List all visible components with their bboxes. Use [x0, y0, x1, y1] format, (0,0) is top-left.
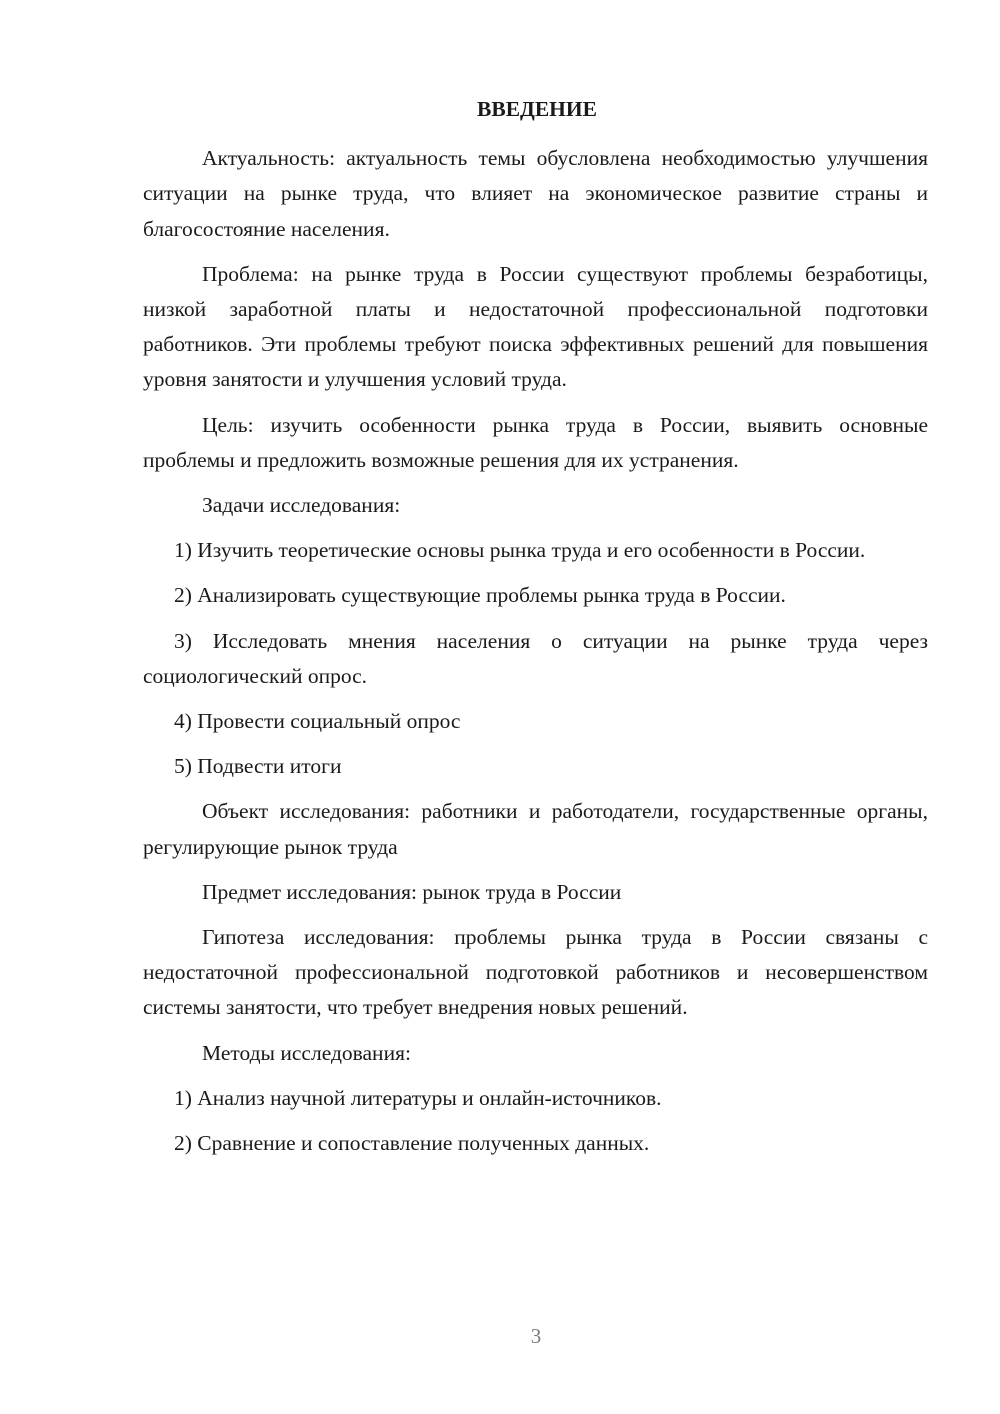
task-item: 2) Анализировать существующие проблемы рынка труда в России. [174, 583, 786, 608]
object-paragraph: Объект исследования: работники и работодатели, государственные органы, регулирующие рынок труда [143, 799, 928, 859]
subject-paragraph: Предмет исследования: рынок труда в России [202, 879, 622, 904]
task-item: 5) Подвести итоги [174, 754, 342, 779]
goal-paragraph: Цель: изучить особенности рынка труда в России, выявить основные проблемы и предложить возможные решения для их устранения. [143, 412, 928, 472]
document-page [143, 92, 928, 1171]
methods-heading: Методы исследования: [202, 1040, 411, 1065]
page-number: 3 [530, 1324, 542, 1348]
hypothesis-paragraph: Гипотеза исследования: проблемы рынка труда в России связаны с недостаточной профессиональной подготовкой работников и несовершенством системы занятости, что требует внедрения новых решений. [143, 925, 928, 1020]
tasks-heading: Задачи исследования: [202, 493, 401, 518]
task-item: 3) Исследовать мнения населения о ситуации на рынке труда через социологический опрос. [143, 628, 928, 688]
method-item: 2) Сравнение и сопоставление полученных данных. [174, 1131, 650, 1156]
method-item: 1) Анализ научной литературы и онлайн-источников. [174, 1085, 662, 1110]
relevance-paragraph: Актуальность: актуальность темы обусловлена необходимостью улучшения ситуации на рынке труда, что влияет на экономическое развитие страны и благосостояние населения. [143, 146, 928, 241]
task-item: 1) Изучить теоретические основы рынка труда и его особенности в России. [174, 538, 866, 563]
task-item: 4) Провести социальный опрос [174, 709, 461, 734]
section-title: ВВЕДЕНИЕ [477, 97, 597, 121]
problem-paragraph: Проблема: на рынке труда в России существуют проблемы безработицы, низкой заработной платы и недостаточной профессиональной подготовки работников. Эти проблемы требуют поиска эффективных решений для повышения уровня занятости и улучшения условий труда. [143, 261, 928, 392]
